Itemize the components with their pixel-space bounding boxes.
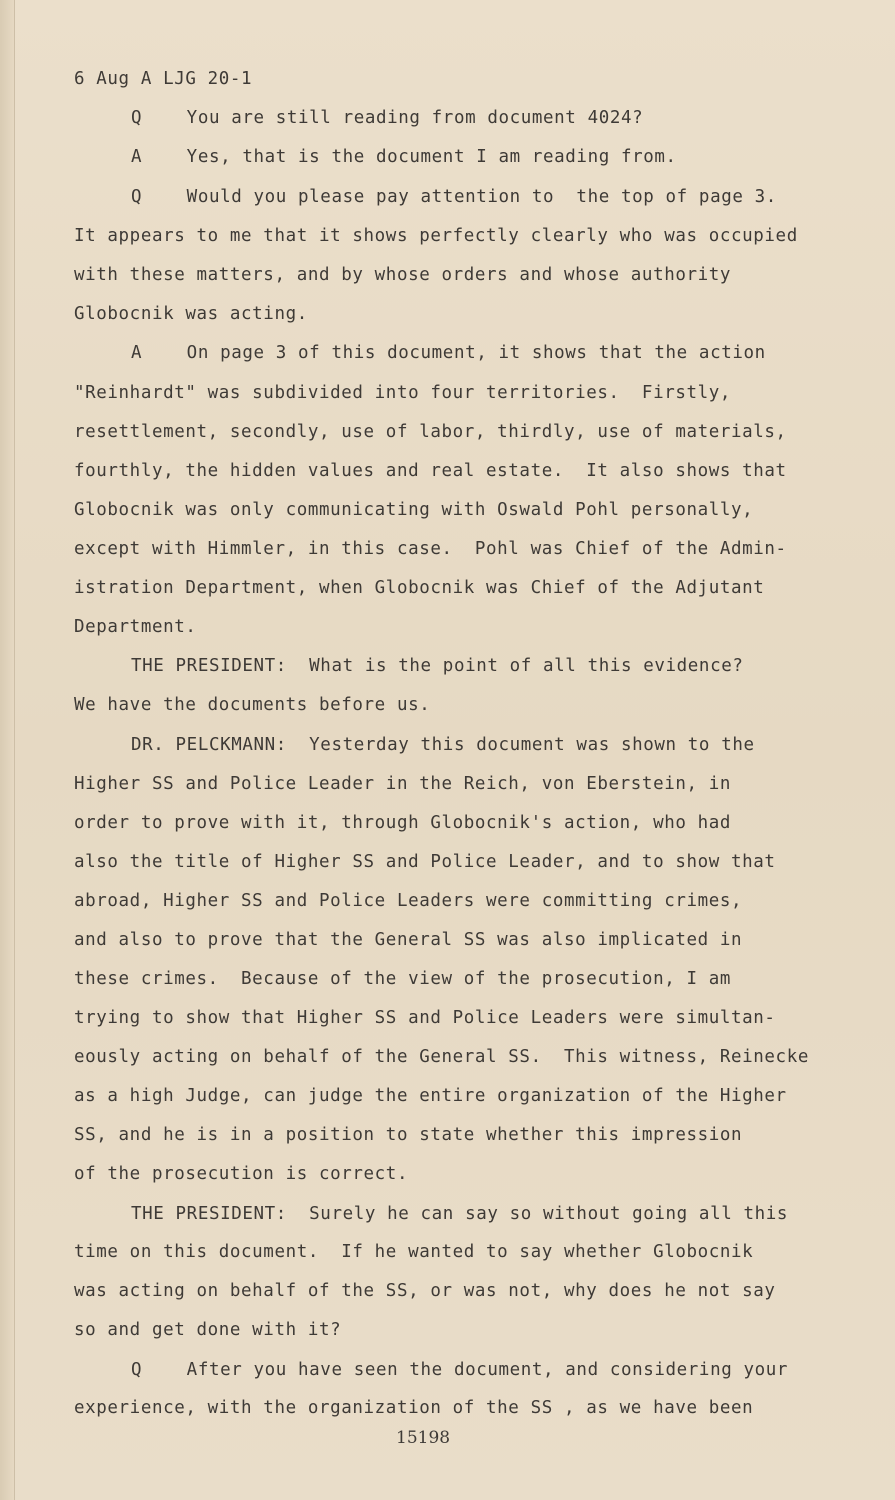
text-line: resettlement, secondly, use of labor, thirdly, use of materials, (74, 422, 787, 442)
text-line: THE PRESIDENT: Surely he can say so without going all this (131, 1204, 789, 1224)
text-line: Department. (74, 617, 197, 637)
text-line: experience, with the organization of the SS , as we have been (74, 1398, 754, 1418)
text-line: We have the documents before us. (74, 695, 431, 715)
text-line: A Yes, that is the document I am reading from. (131, 147, 677, 167)
text-line: abroad, Higher SS and Police Leaders were committing crimes, (74, 891, 743, 911)
text-line: Globocnik was acting. (74, 304, 308, 324)
text-line: also the title of Higher SS and Police Leader, and to show that (74, 852, 776, 872)
text-line: It appears to me that it shows perfectly clearly who was occupied (74, 226, 798, 246)
text-line: trying to show that Higher SS and Police Leaders were simultan- (74, 1008, 776, 1028)
text-line: of the prosecution is correct. (74, 1164, 409, 1184)
text-line: Q You are still reading from document 4024? (131, 108, 644, 128)
text-line: Higher SS and Police Leader in the Reich, von Eberstein, in (74, 774, 732, 794)
text-line: eously acting on behalf of the General SS. This witness, Reinecke (74, 1047, 809, 1067)
text-line: "Reinhardt" was subdivided into four territories. Firstly, (74, 383, 732, 403)
text-line: was acting on behalf of the SS, or was not, why does he not say (74, 1281, 776, 1301)
text-line: with these matters, and by whose orders and whose authority (74, 265, 732, 285)
paper-edge (0, 0, 15, 1500)
text-line: except with Himmler, in this case. Pohl was Chief of the Admin- (74, 539, 787, 559)
text-line: Q After you have seen the document, and considering your (131, 1360, 789, 1380)
page-number: 15198 (396, 1428, 451, 1448)
text-line: so and get done with it? (74, 1320, 342, 1340)
text-line: SS, and he is in a position to state whether this impression (74, 1125, 743, 1145)
text-line: time on this document. If he wanted to say whether Globocnik (74, 1242, 754, 1262)
text-line: A On page 3 of this document, it shows that the action (131, 343, 766, 363)
text-line: these crimes. Because of the view of the prosecution, I am (74, 969, 732, 989)
text-line: THE PRESIDENT: What is the point of all this evidence? (131, 656, 744, 676)
header-ref: 6 Aug A LJG 20-1 (74, 69, 253, 89)
text-line: Q Would you please pay attention to the top of page 3. (131, 187, 777, 207)
text-line: fourthly, the hidden values and real estate. It also shows that (74, 461, 787, 481)
text-line: DR. PELCKMANN: Yesterday this document was shown to the (131, 735, 755, 755)
text-line: istration Department, when Globocnik was Chief of the Adjutant (74, 578, 765, 598)
text-line: Globocnik was only communicating with Oswald Pohl personally, (74, 500, 754, 520)
text-line: order to prove with it, through Globocnik's action, who had (74, 813, 732, 833)
text-line: and also to prove that the General SS was also implicated in (74, 930, 743, 950)
text-line: as a high Judge, can judge the entire organization of the Higher (74, 1086, 787, 1106)
